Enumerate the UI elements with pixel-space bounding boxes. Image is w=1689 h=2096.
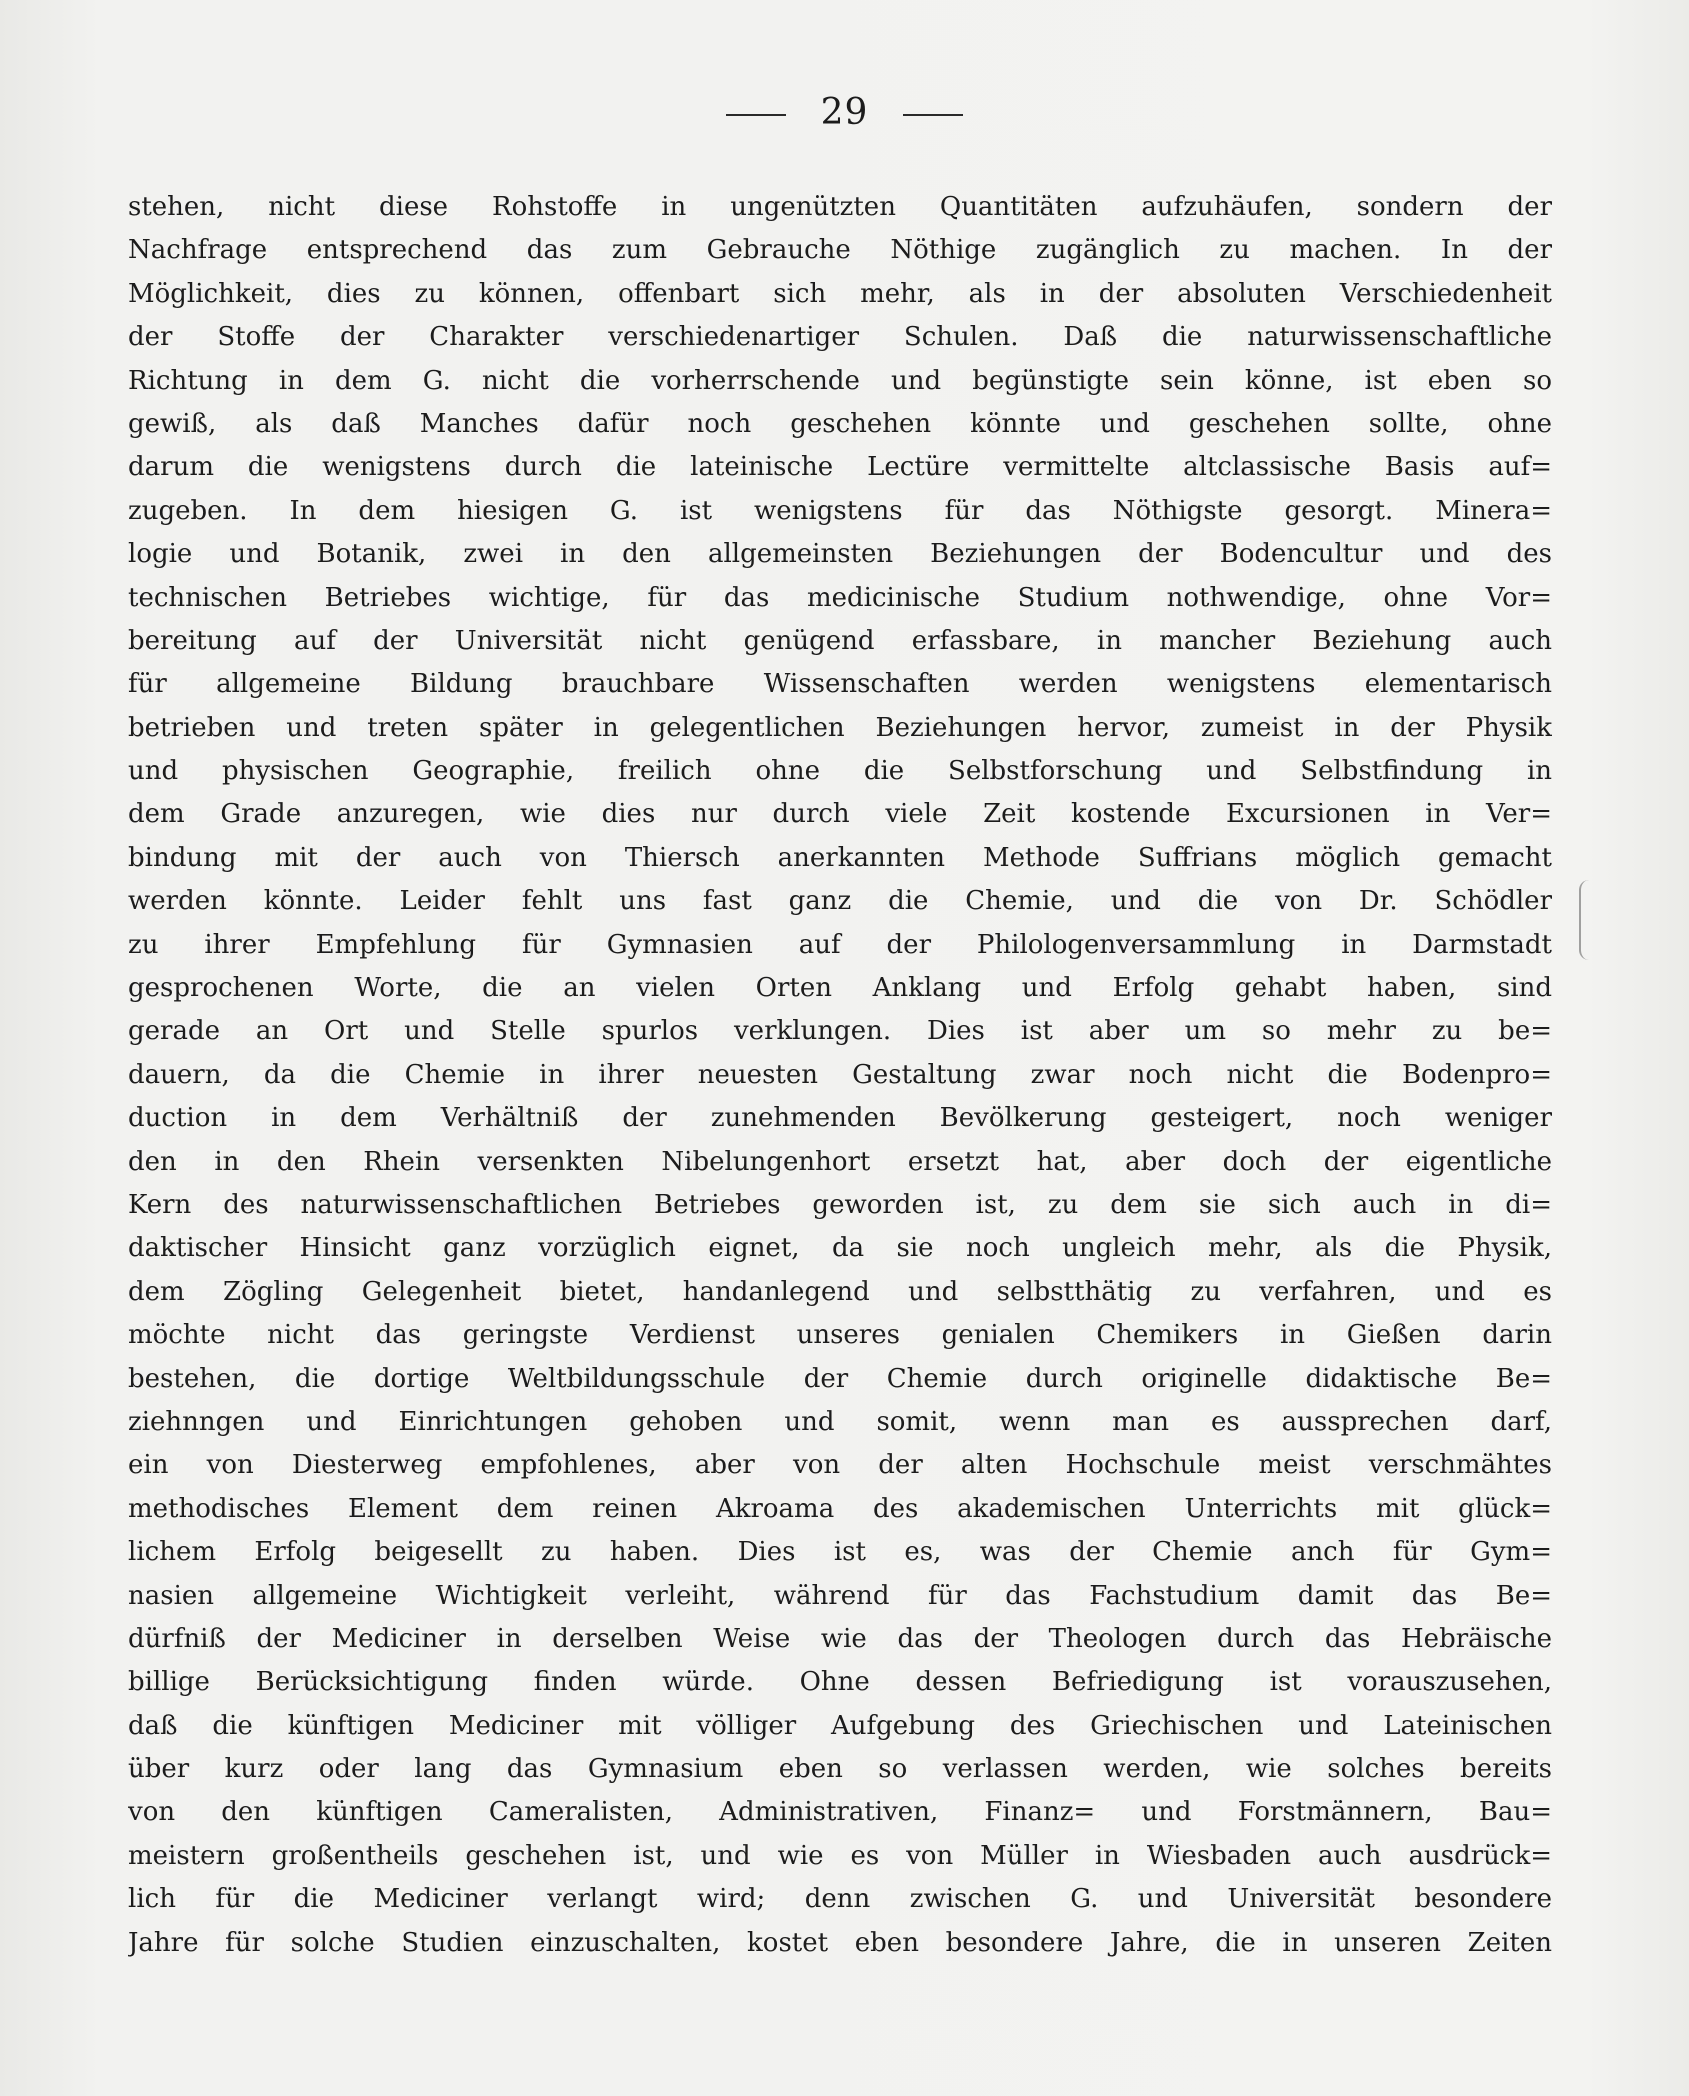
text-line: dem Grade anzuregen, wie dies nur durch viele Zeit kostende Excursionen in Ver= xyxy=(128,799,1552,830)
page-number: 29 xyxy=(820,92,869,133)
text-line: lichem Erfolg beigesellt zu haben. Dies ist es, was der Chemie anch für Gym= xyxy=(128,1537,1552,1568)
text-line: technischen Betriebes wichtige, für das medicinische Studium nothwendige, ohne Vor= xyxy=(128,582,1552,613)
text-line: bindung mit der auch von Thiersch anerkannten Methode Suffrians möglich gemacht xyxy=(128,842,1552,873)
text-line: Jahre für solche Studien einzuschalten, kostet eben besondere Jahre, die in unseren Zeiten xyxy=(128,1927,1552,1958)
text-line: gewiß, als daß Manches dafür noch geschehen könnte und geschehen sollte, ohne xyxy=(128,408,1552,439)
text-line: dauern, da die Chemie in ihrer neuesten Gestaltung zwar noch nicht die Bodenpro= xyxy=(128,1059,1552,1090)
text-line: nasien allgemeine Wichtigkeit verleiht, während für das Fachstudium damit das Be= xyxy=(128,1580,1552,1611)
text-line: für allgemeine Bildung brauchbare Wissenschaften werden wenigstens elementarisch xyxy=(128,669,1552,700)
text-line: zu ihrer Empfehlung für Gymnasien auf der Philologenversammlung in Darmstadt xyxy=(128,929,1552,960)
text-line: daktischer Hinsicht ganz vorzüglich eignet, da sie noch ungleich mehr, als die Physik, xyxy=(128,1233,1552,1264)
text-line: meistern großentheils geschehen ist, und wie es von Müller in Wiesbaden auch ausdrück= xyxy=(128,1840,1552,1871)
page-number-header xyxy=(0,92,1689,133)
right-dash xyxy=(903,114,963,116)
text-line: betrieben und treten später in gelegentlichen Beziehungen hervor, zumeist in der Physik xyxy=(128,712,1552,743)
text-line: Möglichkeit, dies zu können, offenbart sich mehr, als in der absoluten Verschiedenheit xyxy=(128,278,1552,309)
text-line: daß die künftigen Mediciner mit völliger Aufgebung des Griechischen und Lateinischen xyxy=(128,1710,1552,1741)
text-line: gesprochenen Worte, die an vielen Orten Anklang und Erfolg gehabt haben, sind xyxy=(128,973,1552,1004)
text-line: ziehnngen und Einrichtungen gehoben und somit, wenn man es aussprechen darf, xyxy=(128,1406,1552,1437)
text-line: von den künftigen Cameralisten, Administrativen, Finanz= und Forstmännern, Bau= xyxy=(128,1797,1552,1828)
text-line: über kurz oder lang das Gymnasium eben so verlassen werden, wie solches bereits xyxy=(128,1754,1552,1785)
text-line: bereitung auf der Universität nicht genügend erfassbare, in mancher Beziehung auch xyxy=(128,625,1552,656)
body-text xyxy=(128,186,1552,1965)
text-line: dürfniß der Mediciner in derselben Weise wie das der Theologen durch das Hebräische xyxy=(128,1623,1552,1654)
text-line: duction in dem Verhältniß der zunehmenden Bevölkerung gesteigert, noch weniger xyxy=(128,1103,1552,1134)
text-line: und physischen Geographie, freilich ohne die Selbstforschung und Selbstfindung in xyxy=(128,756,1552,787)
left-dash xyxy=(726,114,786,116)
margin-pencil-mark xyxy=(1579,880,1595,960)
text-line: zugeben. In dem hiesigen G. ist wenigstens für das Nöthigste gesorgt. Minera= xyxy=(128,495,1552,526)
text-line: Richtung in dem G. nicht die vorherrschende und begünstigte sein könne, ist eben so xyxy=(128,365,1552,396)
text-line: lich für die Mediciner verlangt wird; denn zwischen G. und Universität besondere xyxy=(128,1884,1552,1915)
text-line: bestehen, die dortige Weltbildungsschule der Chemie durch originelle didaktische Be= xyxy=(128,1363,1552,1394)
text-line: Nachfrage entsprechend das zum Gebrauche Nöthige zugänglich zu machen. In der xyxy=(128,235,1552,266)
text-line: möchte nicht das geringste Verdienst unseres genialen Chemikers in Gießen darin xyxy=(128,1320,1552,1351)
text-line: der Stoffe der Charakter verschiedenartiger Schulen. Daß die naturwissenschaftliche xyxy=(128,322,1552,353)
text-line: darum die wenigstens durch die lateinische Lectüre vermittelte altclassische Basis auf= xyxy=(128,452,1552,483)
text-line: stehen, nicht diese Rohstoffe in ungenützten Quantitäten aufzuhäufen, sondern der xyxy=(128,192,1552,222)
text-line: werden könnte. Leider fehlt uns fast ganz die Chemie, und die von Dr. Schödler xyxy=(128,886,1552,917)
text-line: logie und Botanik, zwei in den allgemeinsten Beziehungen der Bodencultur und des xyxy=(128,539,1552,570)
text-line: den in den Rhein versenkten Nibelungenhort ersetzt hat, aber doch der eigentliche xyxy=(128,1146,1552,1177)
text-line: dem Zögling Gelegenheit bietet, handanlegend und selbstthätig zu verfahren, und es xyxy=(128,1276,1552,1307)
text-line: Kern des naturwissenschaftlichen Betriebes geworden ist, zu dem sie sich auch in di= xyxy=(128,1189,1552,1220)
text-line: billige Berücksichtigung finden würde. Ohne dessen Befriedigung ist vorauszusehen, xyxy=(128,1667,1552,1698)
text-line: methodisches Element dem reinen Akroama des akademischen Unterrichts mit glück= xyxy=(128,1493,1552,1524)
text-line: gerade an Ort und Stelle spurlos verklungen. Dies ist aber um so mehr zu be= xyxy=(128,1016,1552,1047)
text-line: ein von Diesterweg empfohlenes, aber von der alten Hochschule meist verschmähtes xyxy=(128,1450,1552,1481)
